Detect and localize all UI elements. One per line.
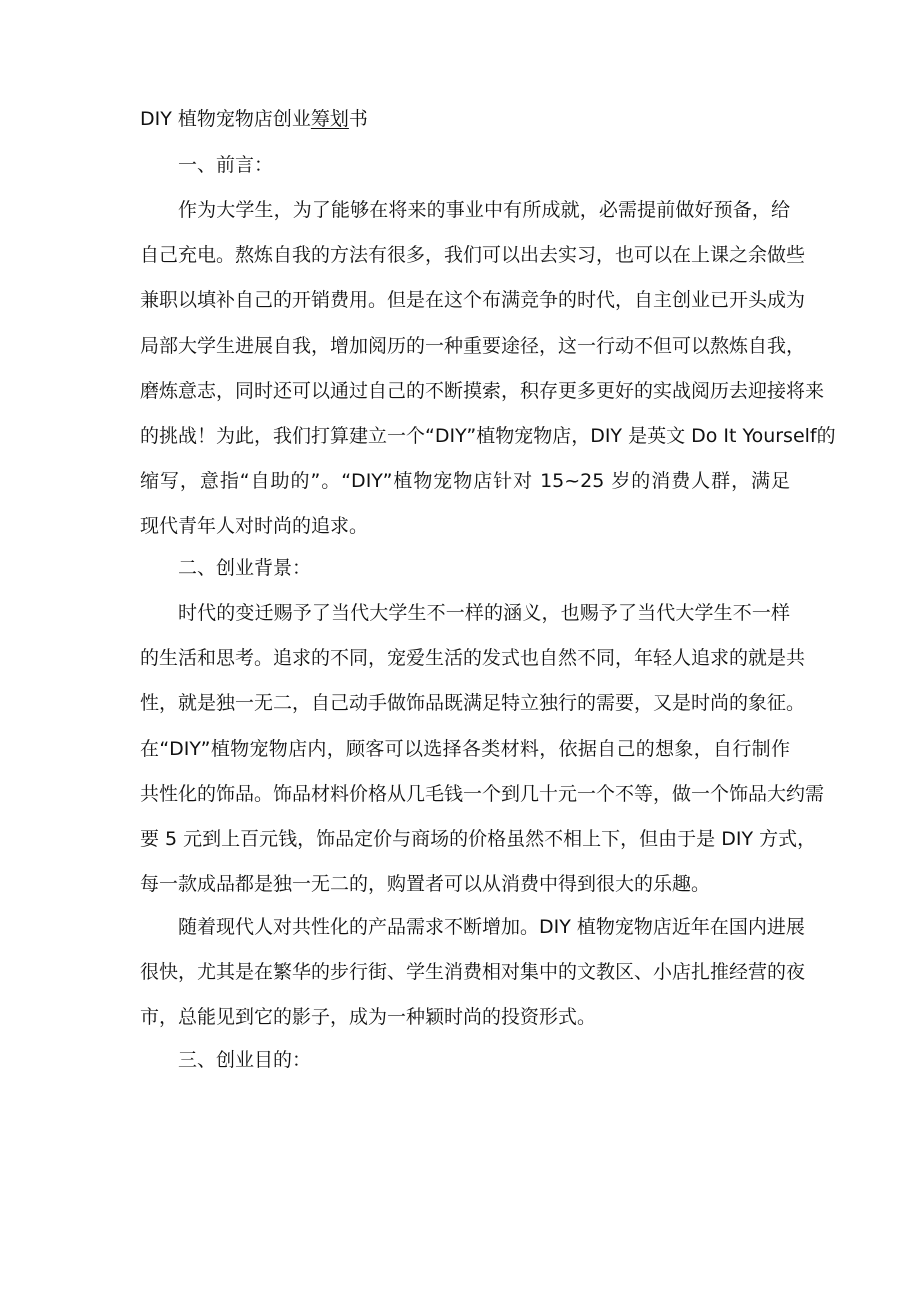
title-suffix: 书	[348, 108, 368, 130]
paragraph-line: 很快，尤其是在繁华的步行街、学生消费相对集中的文教区、小店扎推经营的夜	[140, 961, 806, 984]
paragraph-line: 的生活和思考。追求的不同，宠爱生活的发式也自然不同，年轻人追求的就是共	[140, 647, 806, 670]
title-prefix: DIY 植物宠物店创业	[140, 108, 311, 130]
paragraph-line: 要 5 元到上百元钱，饰品定价与商场的价格虽然不相上下，但由于是 DIY 方式，	[140, 827, 817, 850]
paragraph-line: 缩写，意指“自助的”。“DIY”植物宠物店针对 15~25 岁的消费人群，满足	[140, 470, 790, 493]
paragraph-line: 时代的变迁赐予了当代大学生不一样的涵义，也赐予了当代大学生不一样	[178, 602, 790, 624]
paragraph-line: 兼职以填补自己的开销费用。但是在这个布满竞争的时代，自主创业已开头成为	[140, 289, 806, 312]
paragraph-line: 磨炼意志，同时还可以通过自己的不断摸索，积存更多更好的实战阅历去迎接将来	[140, 379, 825, 402]
title-underlined-word: 筹划	[310, 108, 349, 130]
paragraph-preface	[140, 188, 836, 550]
paragraph-background-2	[140, 905, 806, 1041]
paragraph-line: 每一款成品都是独一无二的，购置者可以从消费中得到很大的乐趣。	[140, 873, 711, 896]
paragraph-line: 现代青年人对时尚的追求。	[140, 515, 369, 538]
document-title	[140, 104, 368, 134]
paragraph-line: 的挑战！为此，我们打算建立一个“DIY”植物宠物店，DIY 是英文 Do It Yourself的	[140, 424, 836, 447]
paragraph-line: 自己充电。熬炼自我的方法有很多，我们可以出去实习，也可以在上课之余做些	[140, 244, 806, 267]
paragraph-line: 共性化的饰品。饰品材料价格从几毛钱一个到几十元一个不等，做一个饰品大约需	[140, 782, 825, 805]
paragraph-line: 作为大学生，为了能够在将来的事业中有所成就，必需提前做好预备，给	[178, 199, 790, 221]
paragraph-line: 随着现代人对共性化的产品需求不断增加。DIY 植物宠物店近年在国内进展	[178, 916, 805, 938]
paragraph-line: 局部大学生进展自我，增加阅历的一种重要途径，这一行动不但可以熬炼自我，	[140, 334, 806, 357]
paragraph-line: 在“DIY”植物宠物店内，顾客可以选择各类材料，依据自己的想象，自行制作	[140, 737, 790, 760]
paragraph-line: 市，总能见到它的影子，成为一种颖时尚的投资形式。	[140, 1006, 597, 1029]
section-heading-background: 二、创业背景：	[178, 557, 312, 579]
section-heading-purpose: 三、创业目的：	[178, 1049, 312, 1071]
paragraph-line: 性，就是独一无二，自己动手做饰品既满足特立独行的需要，又是时尚的象征。	[140, 692, 806, 715]
paragraph-background-1	[140, 591, 825, 907]
section-heading-preface: 一、前言：	[178, 154, 274, 176]
